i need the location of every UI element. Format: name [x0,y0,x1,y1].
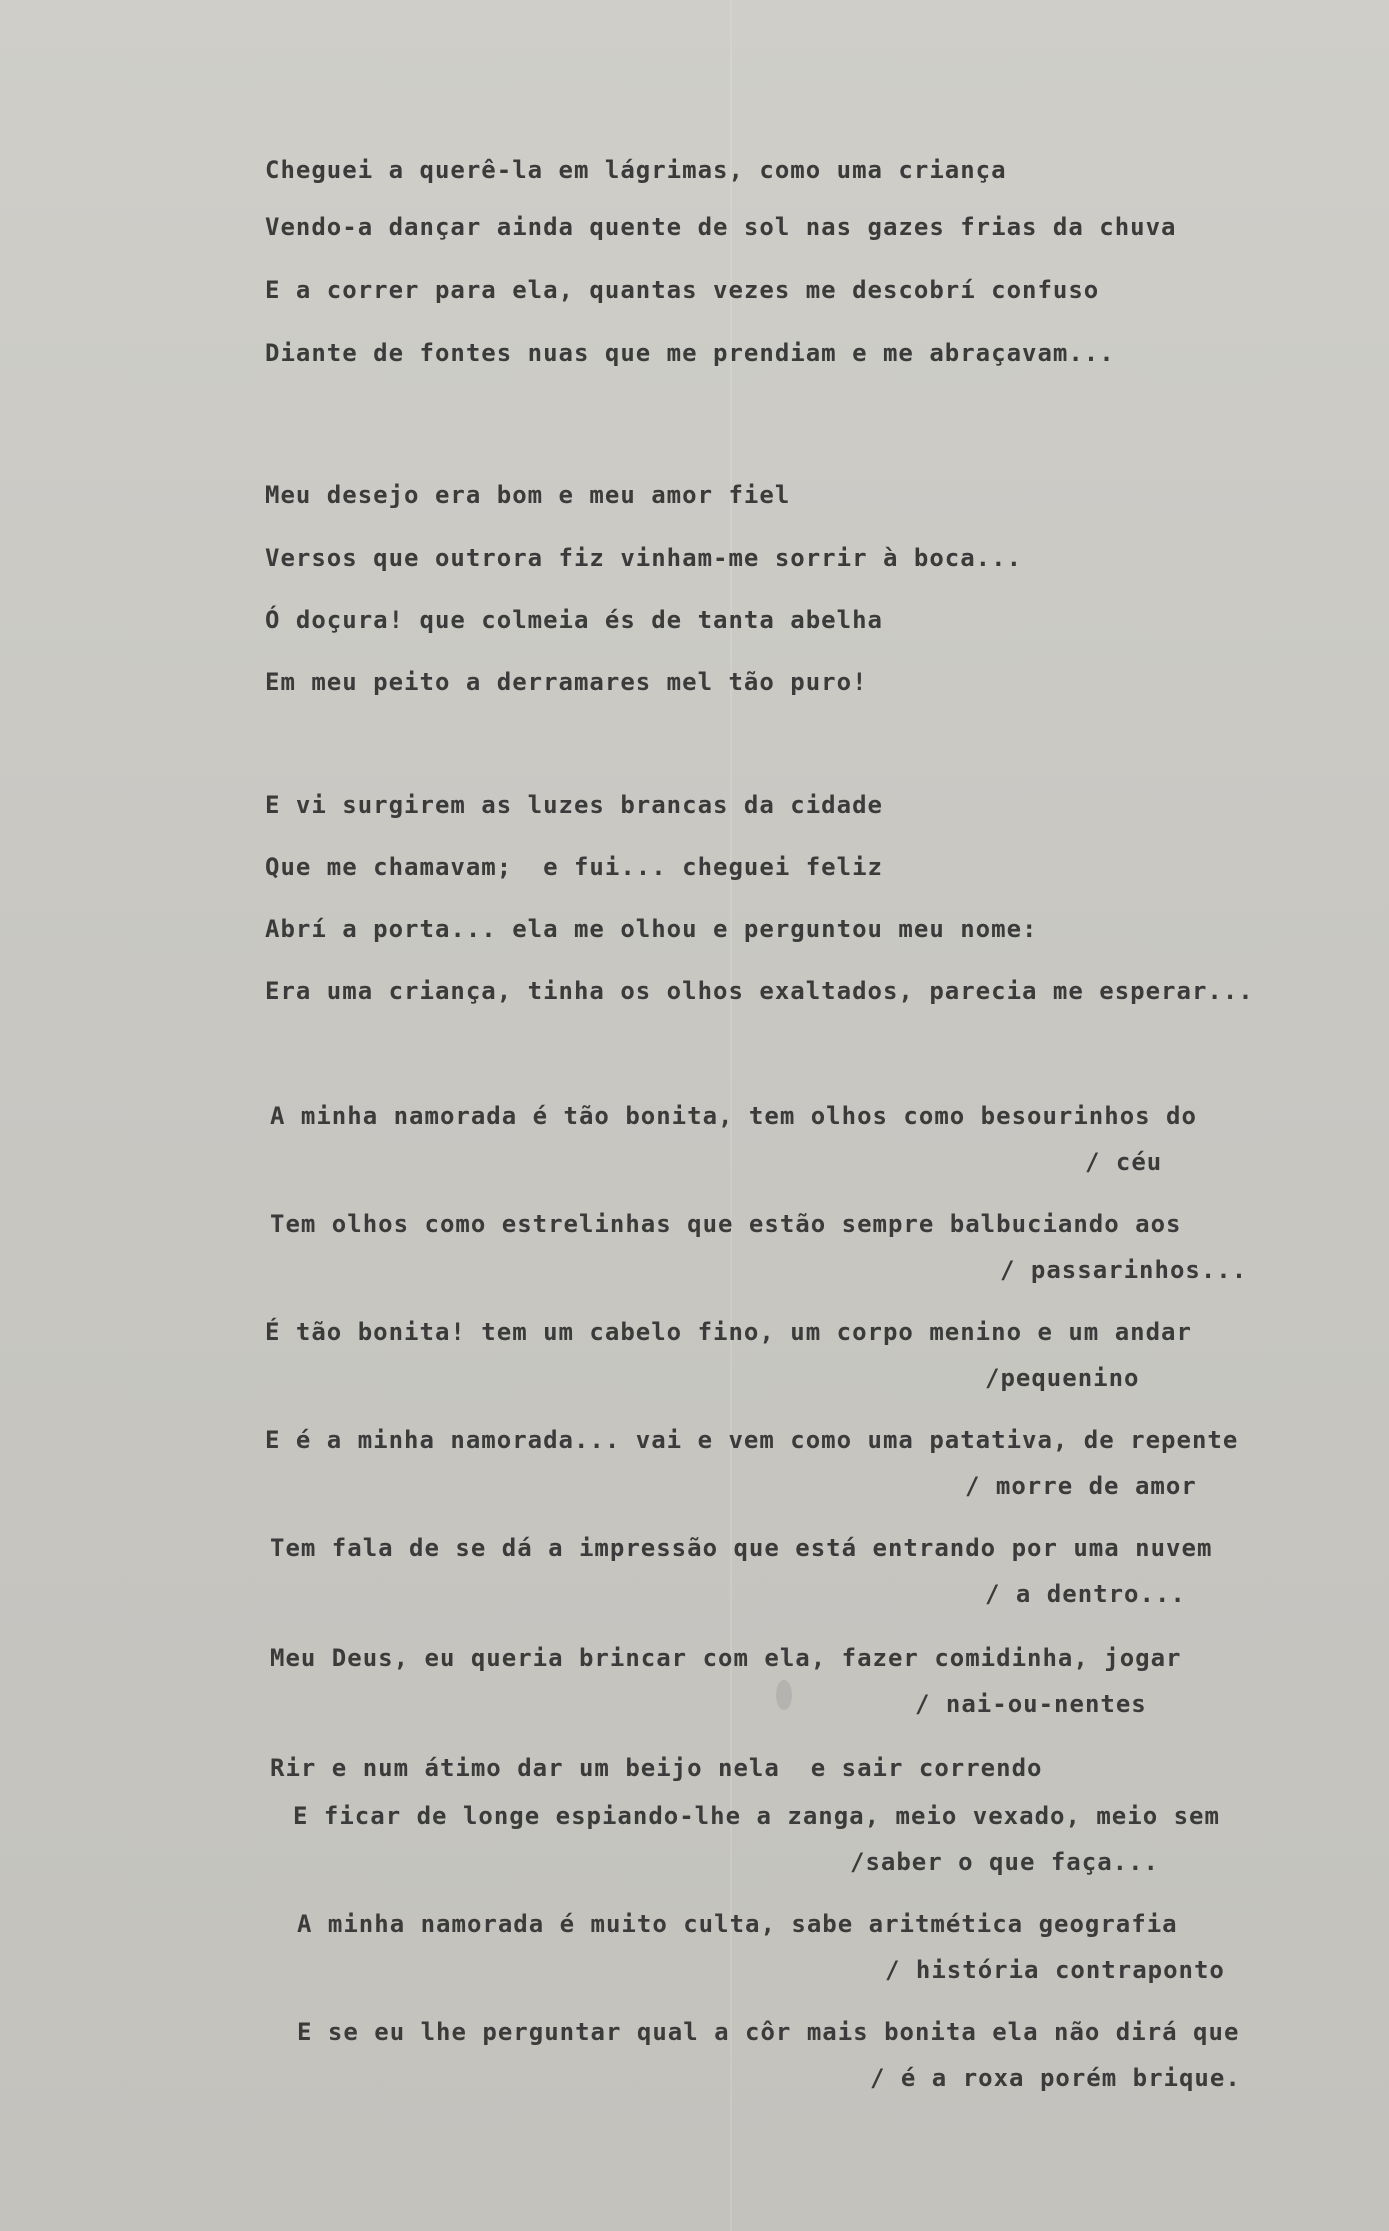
poem-line: Tem fala de se dá a impressão que está entrando por uma nuvem [270,1534,1213,1562]
poem-line: Ó doçura! que colmeia és de tanta abelha [265,606,883,634]
poem-line: E vi surgirem as luzes brancas da cidade [265,791,883,819]
poem-line: A minha namorada é muito culta, sabe aritmética geografia [297,1910,1178,1938]
poem-line: Tem olhos como estrelinhas que estão sempre balbuciando aos [270,1210,1182,1238]
poem-line: Versos que outrora fiz vinham-me sorrir à boca... [265,544,1023,572]
poem-line: E se eu lhe perguntar qual a côr mais bonita ela não dirá que [297,2018,1240,2046]
poem-line: Era uma criança, tinha os olhos exaltados, parecia me esperar... [265,977,1254,1005]
poem-line: E a correr para ela, quantas vezes me descobrí confuso [265,276,1100,304]
poem-line-continuation: / é a roxa porém brique. [870,2064,1241,2092]
poem-line: Que me chamavam; e fui... cheguei feliz [265,853,883,881]
poem-line: Diante de fontes nuas que me prendiam e me abraçavam... [265,339,1115,367]
poem-line-continuation: / morre de amor [965,1472,1197,1500]
poem-line: E ficar de longe espiando-lhe a zanga, meio vexado, meio sem [293,1802,1220,1830]
poem-line-continuation: / história contraponto [885,1956,1225,1984]
poem-line: Em meu peito a derramares mel tão puro! [265,668,868,696]
poem-line: Meu desejo era bom e meu amor fiel [265,481,791,509]
poem-line: E é a minha namorada... vai e vem como uma patativa, de repente [265,1426,1239,1454]
poem-line: Rir e num átimo dar um beijo nela e sair correndo [270,1754,1043,1782]
poem-line: Abrí a porta... ela me olhou e perguntou meu nome: [265,915,1038,943]
poem-line: Vendo-a dançar ainda quente de sol nas gazes frias da chuva [265,213,1177,241]
poem-line: Meu Deus, eu queria brincar com ela, fazer comidinha, jogar [270,1644,1182,1672]
poem-line-continuation: /saber o que faça... [850,1848,1159,1876]
poem-line-continuation: / céu [1085,1148,1163,1176]
poem-line-continuation: /pequenino [985,1364,1140,1392]
poem-line: Cheguei a querê-la em lágrimas, como uma criança [265,156,1007,184]
poem-line: É tão bonita! tem um cabelo fino, um corpo menino e um andar [265,1318,1192,1346]
poem-line: A minha namorada é tão bonita, tem olhos como besourinhos do [270,1102,1197,1130]
poem-line-continuation: / a dentro... [985,1580,1186,1608]
poem-line-continuation: / passarinhos... [1000,1256,1248,1284]
ink-smudge [776,1680,792,1710]
poem-line-continuation: / nai-ou-nentes [915,1690,1147,1718]
